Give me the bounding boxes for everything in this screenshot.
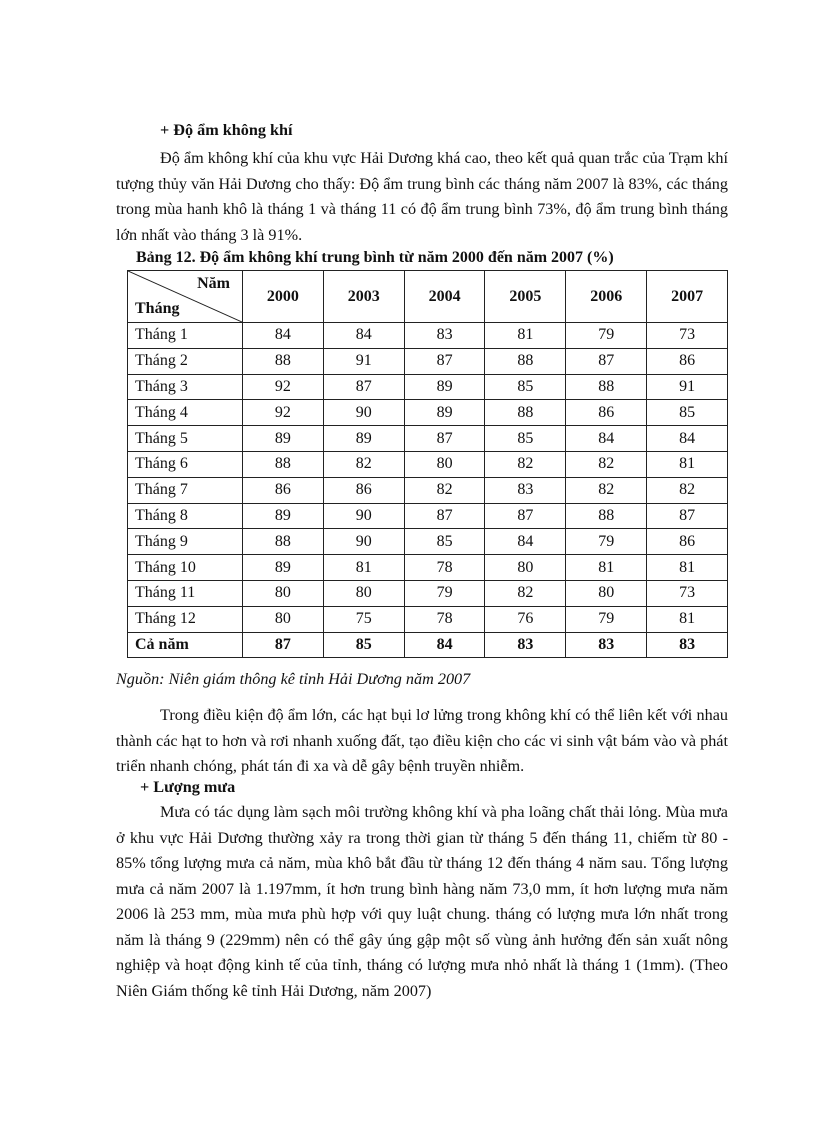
humidity-value-cell: 88 xyxy=(243,529,324,555)
month-cell: Tháng 8 xyxy=(128,503,243,529)
humidity-value-cell: 88 xyxy=(485,400,566,426)
humidity-value-cell: 87 xyxy=(323,374,404,400)
humidity-value-cell: 80 xyxy=(485,555,566,581)
humidity-value-cell: 89 xyxy=(243,555,324,581)
month-cell: Cả năm xyxy=(128,632,243,658)
humidity-value-cell: 73 xyxy=(647,580,728,606)
humidity-value-cell: 89 xyxy=(243,503,324,529)
humidity-value-cell: 85 xyxy=(485,374,566,400)
humidity-intro-paragraph: Độ ẩm không khí của khu vực Hải Dương khá cao, theo kết quả quan trắc của Trạm khí tượng thủy văn Hải Dương cho thấy: Độ ẩm trung bình các tháng năm 2007 là 83%, các tháng trong mùa hanh khô là tháng 1 và tháng 11 có độ ẩm trung bình 73%, độ ẩm trung bình tháng lớn nhất vào tháng 3 là 91%. xyxy=(116,149,728,244)
year-header: 2004 xyxy=(404,271,485,323)
humidity-value-cell: 87 xyxy=(404,426,485,452)
table-row xyxy=(128,555,728,581)
humidity-value-cell: 82 xyxy=(485,451,566,477)
year-header: 2003 xyxy=(323,271,404,323)
month-cell: Tháng 6 xyxy=(128,451,243,477)
humidity-value-cell: 89 xyxy=(323,426,404,452)
month-cell: Tháng 2 xyxy=(128,348,243,374)
humidity-value-cell: 88 xyxy=(566,374,647,400)
humidity-value-cell: 85 xyxy=(647,400,728,426)
table-row xyxy=(128,374,728,400)
table-row xyxy=(128,348,728,374)
humidity-value-cell: 90 xyxy=(323,529,404,555)
year-header: 2006 xyxy=(566,271,647,323)
humidity-value-cell: 86 xyxy=(323,477,404,503)
table-row xyxy=(128,400,728,426)
humidity-value-cell: 84 xyxy=(323,323,404,349)
humidity-value-cell: 87 xyxy=(243,632,324,658)
month-cell: Tháng 10 xyxy=(128,555,243,581)
humidity-value-cell: 89 xyxy=(404,374,485,400)
humidity-value-cell: 90 xyxy=(323,503,404,529)
table-row xyxy=(128,477,728,503)
humidity-table xyxy=(127,270,728,658)
humidity-value-cell: 83 xyxy=(485,632,566,658)
humidity-value-cell: 89 xyxy=(404,400,485,426)
humidity-value-cell: 79 xyxy=(404,580,485,606)
humidity-value-cell: 87 xyxy=(566,348,647,374)
humidity-value-cell: 92 xyxy=(243,374,324,400)
humidity-value-cell: 88 xyxy=(485,348,566,374)
humidity-value-cell: 87 xyxy=(404,348,485,374)
month-cell: Tháng 7 xyxy=(128,477,243,503)
humidity-value-cell: 84 xyxy=(404,632,485,658)
table-header-row xyxy=(128,271,728,323)
month-cell: Tháng 9 xyxy=(128,529,243,555)
humidity-value-cell: 82 xyxy=(323,451,404,477)
humidity-value-cell: 80 xyxy=(404,451,485,477)
humidity-value-cell: 87 xyxy=(404,503,485,529)
humidity-value-cell: 75 xyxy=(323,606,404,632)
table-row xyxy=(128,451,728,477)
table-body xyxy=(128,323,728,658)
humidity-value-cell: 83 xyxy=(647,632,728,658)
table-row xyxy=(128,503,728,529)
humidity-value-cell: 82 xyxy=(485,580,566,606)
rain-heading: + Lượng mưa xyxy=(140,778,236,796)
year-header: 2005 xyxy=(485,271,566,323)
humidity-value-cell: 78 xyxy=(404,555,485,581)
humidity-value-cell: 78 xyxy=(404,606,485,632)
humidity-value-cell: 85 xyxy=(323,632,404,658)
humidity-value-cell: 80 xyxy=(323,580,404,606)
table-row xyxy=(128,426,728,452)
table-corner-cell xyxy=(128,271,243,323)
humidity-value-cell: 83 xyxy=(404,323,485,349)
month-cell: Tháng 5 xyxy=(128,426,243,452)
rain-paragraph: Mưa có tác dụng làm sạch môi trường không khí và pha loãng chất thải lỏng. Mùa mưa ở khu vực Hải Dương thường xảy ra trong thời gian từ tháng 5 đến tháng 11, chiếm từ 80 - 85% tổng lượng mưa cả năm, mùa khô bắt đầu từ tháng 12 đến tháng 4 năm sau. Tổng lượng mưa cả năm 2007 là 1.197mm, ít hơn trung bình hàng năm 73,0 mm, ít hơn lượng mưa năm 2006 là 253 mm, mùa mưa phù hợp với quy luật chung. tháng có lượng mưa lớn nhất trong năm là tháng 9 (229mm) nên có thể gây úng gập một số vùng ảnh hưởng đến sản xuất nông nghiệp và hoạt động kinh tế của tỉnh, tháng có lượng mưa nhỏ nhất là tháng 1 (1mm). (Theo Niên Giám thống kê tỉnh Hải Dương, năm 2007) xyxy=(116,803,728,1000)
table-total-row xyxy=(128,632,728,658)
month-cell: Tháng 4 xyxy=(128,400,243,426)
corner-year-label: Năm xyxy=(197,275,230,292)
humidity-value-cell: 81 xyxy=(647,451,728,477)
humidity-value-cell: 88 xyxy=(243,348,324,374)
year-header: 2007 xyxy=(647,271,728,323)
table-row xyxy=(128,606,728,632)
humidity-value-cell: 84 xyxy=(485,529,566,555)
corner-month-label: Tháng xyxy=(135,300,180,317)
table-caption: Bảng 12. Độ ẩm không khí trung bình từ năm 2000 đến năm 2007 (%) xyxy=(136,249,614,266)
humidity-value-cell: 81 xyxy=(485,323,566,349)
humidity-value-cell: 81 xyxy=(647,555,728,581)
humidity-value-cell: 79 xyxy=(566,606,647,632)
humidity-value-cell: 82 xyxy=(647,477,728,503)
humidity-value-cell: 85 xyxy=(404,529,485,555)
humidity-value-cell: 84 xyxy=(647,426,728,452)
humidity-value-cell: 84 xyxy=(566,426,647,452)
humidity-heading: + Độ ẩm không khí xyxy=(160,121,293,139)
humidity-value-cell: 83 xyxy=(566,632,647,658)
humidity-value-cell: 91 xyxy=(647,374,728,400)
humidity-value-cell: 88 xyxy=(566,503,647,529)
month-cell: Tháng 1 xyxy=(128,323,243,349)
humidity-value-cell: 81 xyxy=(647,606,728,632)
humidity-value-cell: 89 xyxy=(243,426,324,452)
year-header: 2000 xyxy=(243,271,324,323)
humidity-value-cell: 82 xyxy=(404,477,485,503)
humidity-value-cell: 88 xyxy=(243,451,324,477)
humidity-value-cell: 92 xyxy=(243,400,324,426)
humidity-value-cell: 73 xyxy=(647,323,728,349)
humidity-value-cell: 80 xyxy=(566,580,647,606)
humidity-value-cell: 86 xyxy=(566,400,647,426)
humidity-value-cell: 90 xyxy=(323,400,404,426)
humidity-value-cell: 80 xyxy=(243,580,324,606)
humidity-value-cell: 82 xyxy=(566,477,647,503)
humidity-value-cell: 76 xyxy=(485,606,566,632)
humidity-value-cell: 87 xyxy=(647,503,728,529)
humidity-value-cell: 81 xyxy=(323,555,404,581)
humidity-value-cell: 83 xyxy=(485,477,566,503)
humidity-value-cell: 79 xyxy=(566,323,647,349)
humidity-value-cell: 86 xyxy=(647,348,728,374)
table-row xyxy=(128,580,728,606)
humidity-value-cell: 85 xyxy=(485,426,566,452)
humidity-value-cell: 82 xyxy=(566,451,647,477)
humidity-value-cell: 87 xyxy=(485,503,566,529)
month-cell: Tháng 12 xyxy=(128,606,243,632)
month-cell: Tháng 11 xyxy=(128,580,243,606)
humidity-value-cell: 84 xyxy=(243,323,324,349)
humidity-value-cell: 86 xyxy=(243,477,324,503)
humidity-value-cell: 79 xyxy=(566,529,647,555)
humidity-value-cell: 81 xyxy=(566,555,647,581)
humidity-value-cell: 86 xyxy=(647,529,728,555)
dust-paragraph: Trong điều kiện độ ẩm lớn, các hạt bụi lơ lửng trong không khí có thể liên kết với nhau thành các hạt to hơn và rơi nhanh xuống đất, tạo điều kiện cho các vi sinh vật bám vào và phát triển nhanh chóng, phát tán đi xa và dễ gây bệnh truyền nhiễm. xyxy=(116,706,728,775)
table-row xyxy=(128,529,728,555)
month-cell: Tháng 3 xyxy=(128,374,243,400)
humidity-value-cell: 91 xyxy=(323,348,404,374)
source-note: Nguồn: Niên giám thông kê tỉnh Hải Dương năm 2007 xyxy=(116,670,471,688)
table-row xyxy=(128,323,728,349)
humidity-value-cell: 80 xyxy=(243,606,324,632)
